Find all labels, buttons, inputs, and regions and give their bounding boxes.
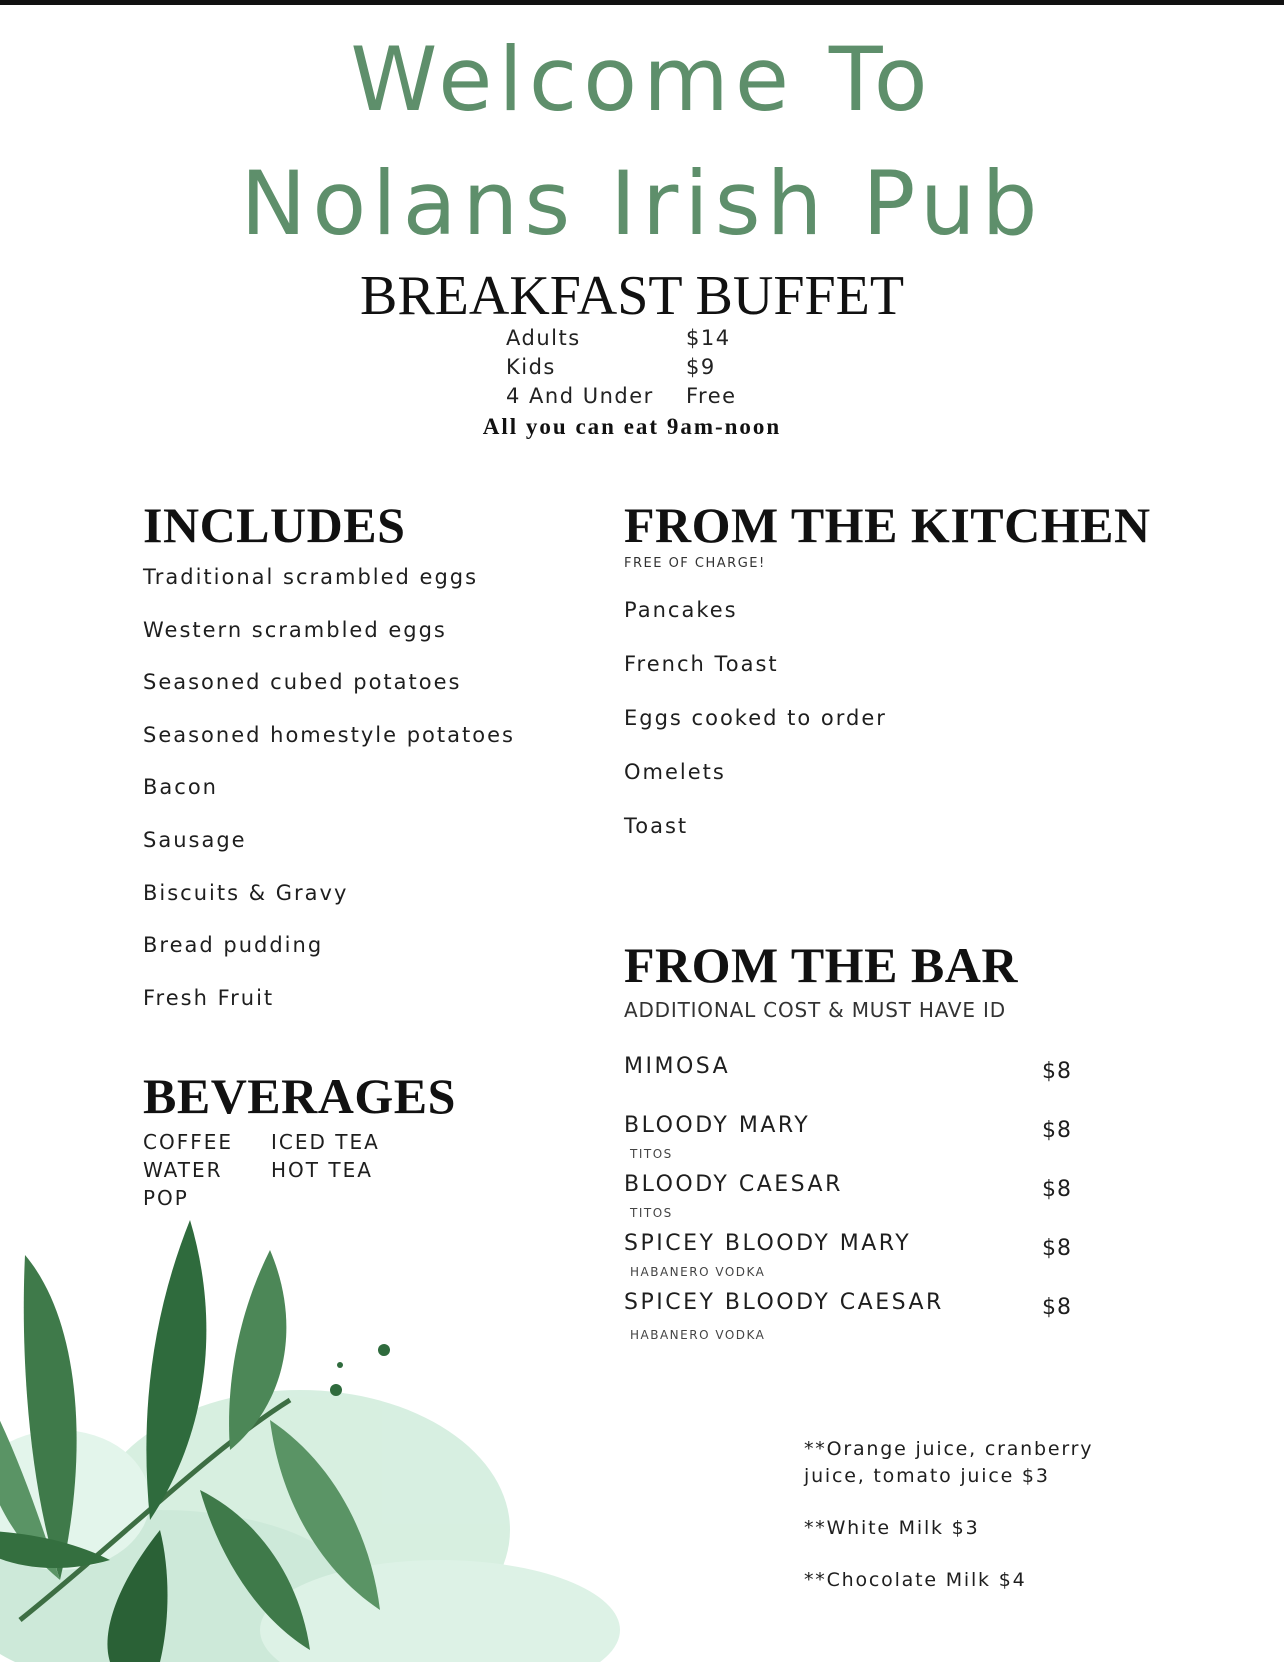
list-item: Eggs cooked to order xyxy=(624,706,887,730)
buffet-title: BREAKFAST BUFFET xyxy=(359,265,905,327)
bar-note: ADDITIONAL COST & MUST HAVE ID xyxy=(624,998,1006,1022)
top-border xyxy=(0,0,1284,5)
drink-name: MIMOSA xyxy=(624,1054,731,1079)
chocolate-milk-note: **Chocolate Milk $4 xyxy=(804,1569,1027,1591)
price-table xyxy=(506,326,737,413)
drink-price: $8 xyxy=(1042,1118,1072,1143)
drink-name: SPICEY BLOODY CAESAR xyxy=(624,1290,944,1315)
kitchen-heading: FROM THE KITCHEN xyxy=(624,497,1151,553)
white-milk-note: **White Milk $3 xyxy=(804,1517,980,1539)
list-item: Bacon xyxy=(143,775,218,800)
hours-text: All you can eat 9am-noon xyxy=(482,414,782,439)
price-label: Kids xyxy=(506,355,556,379)
price-row-under-4 xyxy=(506,384,737,413)
drink-price: $8 xyxy=(1042,1295,1072,1320)
drink-detail: TITOS xyxy=(630,1206,673,1220)
bar-heading: FROM THE BAR xyxy=(624,937,1018,993)
price-value: $9 xyxy=(686,355,716,379)
pub-name-heading: Nolans Irish Pub xyxy=(240,152,1044,255)
list-item: Pancakes xyxy=(624,598,738,622)
price-value: $14 xyxy=(686,326,731,350)
list-item: Biscuits & Gravy xyxy=(143,880,349,905)
price-row-kids xyxy=(506,355,737,384)
beverage-item: HOT TEA xyxy=(271,1158,373,1182)
beverage-item: ICED TEA xyxy=(271,1130,380,1154)
kitchen-note: FREE OF CHARGE! xyxy=(624,556,766,571)
list-item: French Toast xyxy=(624,652,779,676)
list-item: Toast xyxy=(624,814,689,838)
drink-name: BLOODY MARY xyxy=(624,1113,811,1138)
price-value: Free xyxy=(686,384,737,408)
drink-name: BLOODY CAESAR xyxy=(624,1172,843,1197)
beverages-heading: BEVERAGES xyxy=(143,1068,456,1124)
includes-list xyxy=(143,565,515,1038)
drink-price: $8 xyxy=(1042,1059,1072,1084)
drink-name: SPICEY BLOODY MARY xyxy=(624,1231,912,1256)
juice-note: **Orange juice, cranberry juice, tomato juice $3 xyxy=(804,1438,1094,1487)
drink-price: $8 xyxy=(1042,1236,1072,1261)
price-label: Adults xyxy=(506,326,581,350)
list-item: Sausage xyxy=(143,827,247,852)
list-item: Bread pudding xyxy=(143,933,324,958)
beverage-item: POP xyxy=(143,1186,189,1210)
drink-price: $8 xyxy=(1042,1177,1072,1202)
list-item: Seasoned cubed potatoes xyxy=(143,670,462,695)
beverage-item: WATER xyxy=(143,1158,223,1182)
includes-heading: INCLUDES xyxy=(143,497,406,553)
list-item: Western scrambled eggs xyxy=(143,617,447,642)
drink-detail: HABANERO VODKA xyxy=(630,1265,766,1279)
kitchen-list xyxy=(624,598,887,868)
beverage-item: COFFEE xyxy=(143,1130,233,1154)
extras-notes xyxy=(804,1436,1104,1594)
list-item: Seasoned homestyle potatoes xyxy=(143,722,515,747)
list-item: Fresh Fruit xyxy=(143,985,275,1010)
welcome-heading: Welcome To xyxy=(350,28,934,131)
drink-detail: HABANERO VODKA xyxy=(630,1328,766,1342)
leaf-decoration xyxy=(0,1200,680,1662)
drink-detail: TITOS xyxy=(630,1147,673,1161)
list-item: Omelets xyxy=(624,760,726,784)
price-label: 4 And Under xyxy=(506,384,654,408)
list-item: Traditional scrambled eggs xyxy=(143,565,479,589)
price-row-adults xyxy=(506,326,737,355)
